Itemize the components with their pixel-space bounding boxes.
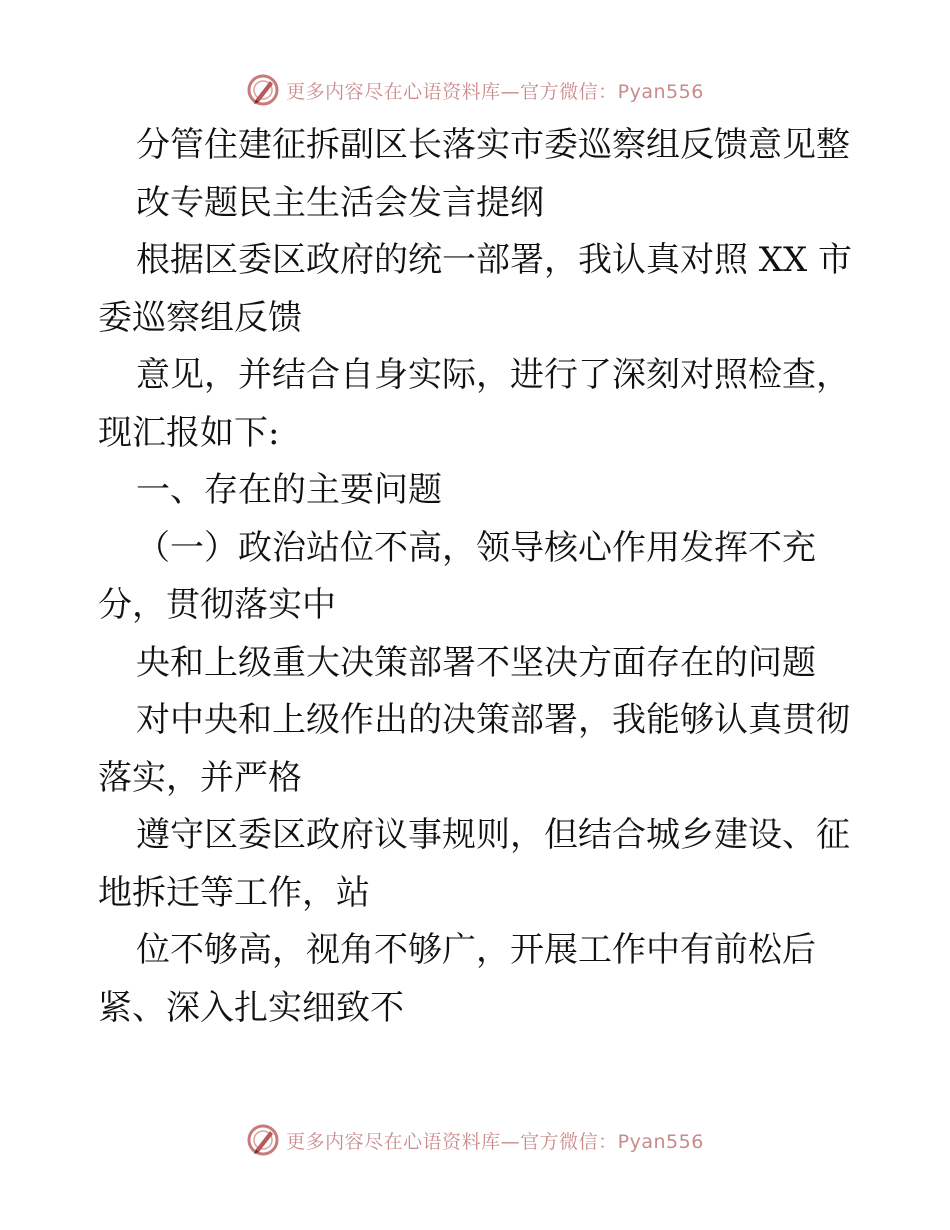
- body-line: 委巡察组反馈: [98, 297, 302, 338]
- footer-watermark-banner: [0, 1122, 950, 1158]
- section-heading: 一、存在的主要问题: [136, 470, 442, 510]
- body-line: 意见，并结合自身实际，进行了深刻对照检查，: [136, 355, 850, 395]
- body-line: 对中央和上级作出的决策部署，我能够认真贯彻: [136, 700, 850, 740]
- document-title-line-2: 改专题民主生活会发言提纲: [136, 182, 544, 223]
- subsection-heading: （一）政治站位不高，领导核心作用发挥不充: [136, 527, 816, 568]
- header-watermark-banner: [0, 72, 950, 108]
- body-line: 地拆迁等工作，站: [98, 872, 370, 913]
- body-line: 现汇报如下:: [98, 412, 280, 453]
- document-body: [98, 117, 858, 1037]
- document-title-line-1: 分管住建征拆副区长落实市委巡察组反馈意见整: [136, 125, 850, 165]
- body-line: 根据区委区政府的统一部署，我认真对照 XX 市: [136, 240, 853, 280]
- body-line: 遵守区委区政府议事规则，但结合城乡建设、征: [136, 815, 850, 855]
- body-line: 位不够高，视角不够广，开展工作中有前松后: [136, 930, 816, 970]
- header-watermark-text: 更多内容尽在心语资料库—官方微信：Pyan556: [286, 80, 704, 103]
- pen-logo-icon: [246, 1123, 280, 1157]
- body-line: 紧、深入扎实细致不: [98, 987, 404, 1028]
- body-line: 分，贯彻落实中: [98, 585, 336, 625]
- pen-logo-icon: [246, 73, 280, 107]
- body-line: 央和上级重大决策部署不坚决方面存在的问题: [136, 642, 816, 683]
- footer-watermark-text: 更多内容尽在心语资料库—官方微信：Pyan556: [286, 1130, 704, 1153]
- body-line: 落实，并严格: [98, 757, 302, 798]
